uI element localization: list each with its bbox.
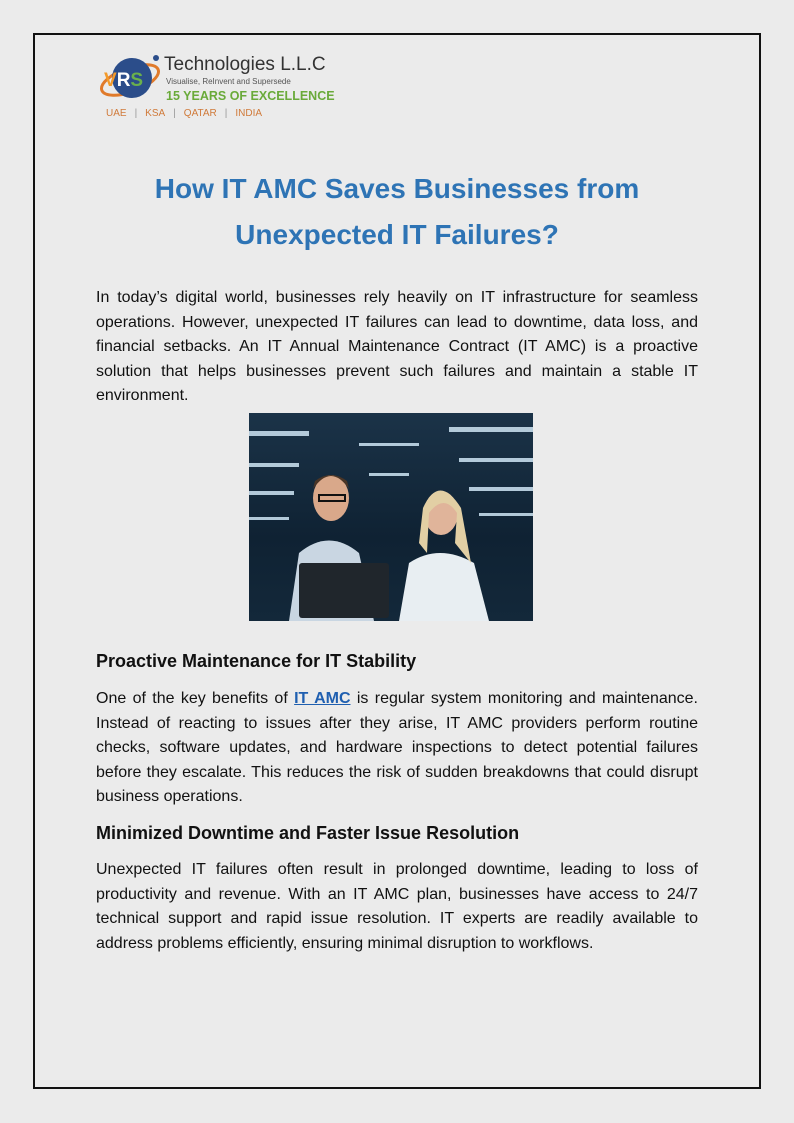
hero-photo xyxy=(249,413,533,621)
region: QATAR xyxy=(183,108,217,119)
it-amc-link[interactable]: IT AMC xyxy=(294,690,351,707)
page-title: How IT AMC Saves Businesses from Unexpected IT Failures? xyxy=(154,173,640,250)
globe-logo-icon xyxy=(98,52,164,108)
text: One of the key benefits of xyxy=(96,690,295,707)
company-tagline: Visualise, ReInvent and Supersede xyxy=(166,77,291,86)
intro-paragraph: In today’s digital world, businesses rely heavily on IT infrastructure for seamless operations. However, unexpected IT failures can lead to downtime, data loss, and financial setbacks. An IT Annual Maintenance Contract (IT AMC) is a proactive solution that helps businesses prevent such failures and maintain a stable IT environment. xyxy=(96,289,698,404)
section-paragraph: Unexpected IT failures often result in prolonged downtime, leading to loss of productivity and revenue. With an IT AMC plan, businesses have access to 24/7 technical support and rapid issue resolution. IT experts are readily available to address problems efficiently, ensuring minimal disruption to workflows. xyxy=(96,861,698,952)
section-heading: Minimized Downtime and Faster Issue Resolution xyxy=(96,823,520,843)
svg-text:VRS: VRS xyxy=(104,70,144,91)
region: KSA xyxy=(145,108,166,119)
regions: UAE | KSA | QATAR | INDIA xyxy=(106,108,263,119)
section-heading: Proactive Maintenance for IT Stability xyxy=(96,651,417,671)
section-paragraph xyxy=(96,687,698,810)
years-badge: 15 YEARS OF EXCELLENCE xyxy=(166,89,335,103)
server-room-people-image xyxy=(249,413,533,621)
region: INDIA xyxy=(235,108,263,119)
company-logo xyxy=(98,52,338,124)
company-name: Technologies L.L.C xyxy=(164,54,326,75)
region: UAE xyxy=(106,108,127,119)
text: is regular system monitoring and maintenance. Instead of reacting to issues after they arise, IT AMC providers perform routine checks, software updates, and hardware inspections to detect potential failures before they escalate. This reduces the risk of sudden breakdowns that could disrupt business operations. xyxy=(96,690,699,805)
